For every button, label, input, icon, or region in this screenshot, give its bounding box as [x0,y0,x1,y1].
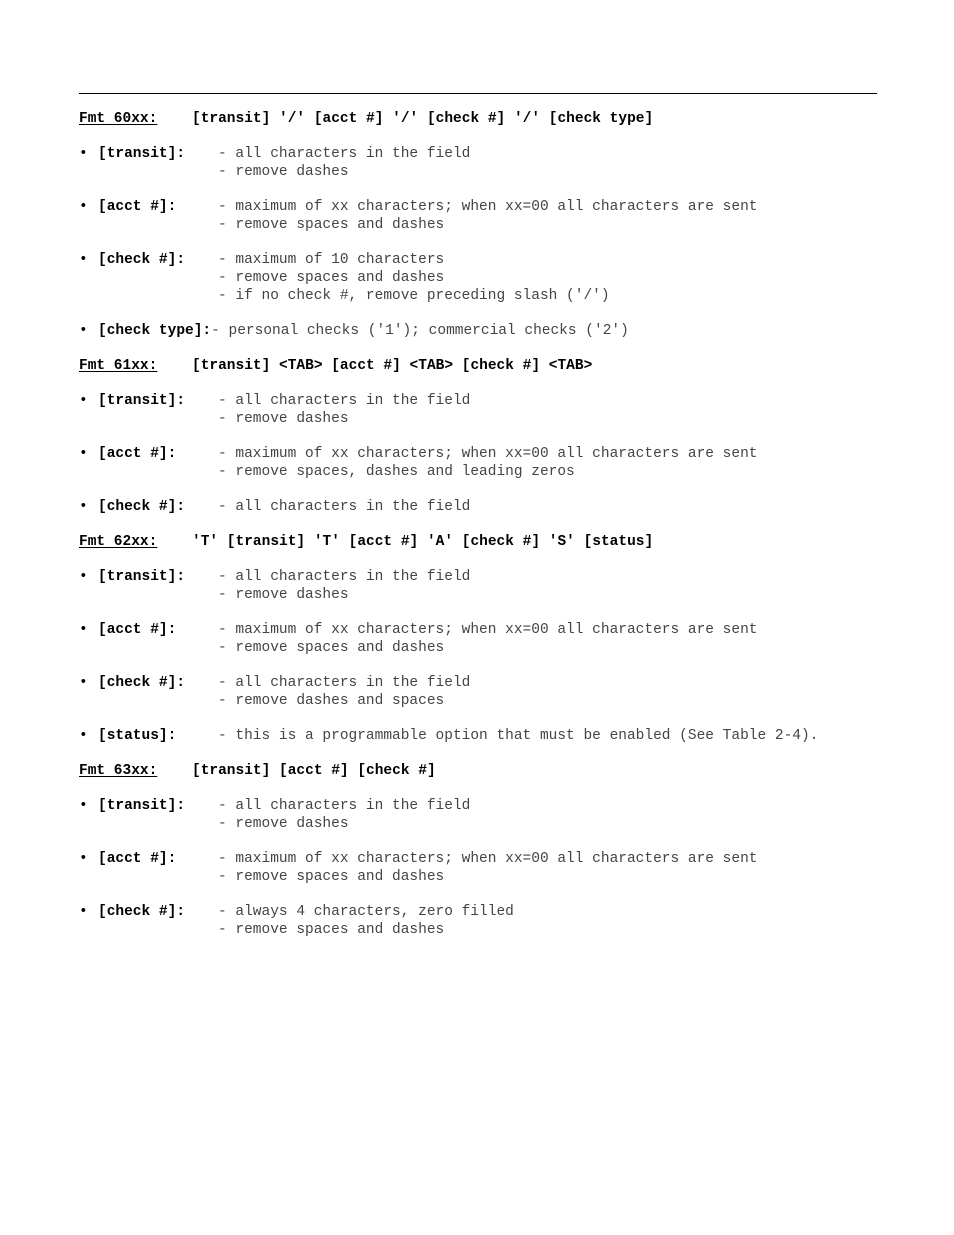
field-name: [acct #]: [98,622,177,638]
field-rule: - remove spaces, dashes and leading zeros [218,464,575,480]
bullet-icon: • [79,323,88,339]
field-line [79,727,877,745]
header-rule [79,93,877,94]
field-rule: - remove spaces and dashes [218,640,445,656]
format-label: Fmt 63xx: [79,763,158,779]
field-name: [check #]: [98,252,186,268]
bullet-icon: • [79,146,88,162]
field-rule: - remove spaces and dashes [218,922,445,938]
field-rule: - maximum of 10 characters [218,252,445,268]
field-name: [check #]: [98,675,186,691]
field-line [79,568,877,586]
format-heading [79,110,877,128]
field-name: [check #]: [98,499,186,515]
field-rule: - if no check #, remove preceding slash ('/') [218,288,610,304]
format-section [79,533,877,745]
field-rule: - all characters in the field [218,146,471,162]
field-name: [acct #]: [98,199,177,215]
field-rule: - remove dashes [218,587,349,603]
bullet-icon: • [79,252,88,268]
format-section [79,357,877,516]
bullet-icon: • [79,446,88,462]
field-line [79,198,877,216]
bullet-icon: • [79,851,88,867]
field-name: [check #]: [98,904,186,920]
bullet-icon: • [79,622,88,638]
field-rule: - maximum of xx characters; when xx=00 all characters are sent [218,199,758,215]
field-name: [transit]: [98,798,186,814]
bullet-icon: • [79,393,88,409]
field-rule: - maximum of xx characters; when xx=00 all characters are sent [218,622,758,638]
format-heading [79,357,877,375]
field-rule: - remove spaces and dashes [218,869,445,885]
field-line [79,797,877,815]
field-item [79,322,877,340]
format-syntax: [transit] '/' [acct #] '/' [check #] '/' [check type] [192,111,654,127]
field-rule: - remove dashes [218,164,349,180]
field-rule: - always 4 characters, zero filled [218,904,514,920]
field-line [79,251,877,269]
field-rule: - remove spaces and dashes [218,217,445,233]
field-item [79,621,877,657]
field-rule: - remove dashes [218,411,349,427]
field-item [79,145,877,181]
format-label: Fmt 60xx: [79,111,158,127]
format-section [79,762,877,939]
field-name: [status]: [98,728,177,744]
bullet-icon: • [79,675,88,691]
field-item [79,674,877,710]
field-line [79,322,877,340]
format-syntax: [transit] [acct #] [check #] [192,763,436,779]
field-rule: - remove spaces and dashes [218,270,445,286]
field-item [79,797,877,833]
field-item [79,727,877,745]
field-item [79,903,877,939]
field-name: [acct #]: [98,851,177,867]
field-name: [check type]: [98,323,212,339]
bullet-icon: • [79,569,88,585]
field-line [79,903,877,921]
field-item [79,251,877,305]
format-label: Fmt 61xx: [79,358,158,374]
field-line [79,674,877,692]
field-rule: - all characters in the field [218,798,471,814]
field-rule: - all characters in the field [218,569,471,585]
field-rule: - this is a programmable option that must be enabled (See Table 2-4). [218,728,819,744]
field-line [79,621,877,639]
format-heading [79,762,877,780]
field-line [79,445,877,463]
field-rule: - remove dashes [218,816,349,832]
format-spec-list [79,110,877,939]
field-line [79,392,877,410]
field-rule: - all characters in the field [218,675,471,691]
field-item [79,568,877,604]
field-rule: - personal checks ('1'); commercial checks ('2') [211,323,629,339]
field-line [79,498,877,516]
bullet-icon: • [79,499,88,515]
bullet-icon: • [79,798,88,814]
format-label: Fmt 62xx: [79,534,158,550]
field-name: [transit]: [98,569,186,585]
field-rule: - all characters in the field [218,499,471,515]
field-item [79,850,877,886]
field-rule: - maximum of xx characters; when xx=00 all characters are sent [218,851,758,867]
field-name: [transit]: [98,146,186,162]
field-item [79,198,877,234]
field-item [79,498,877,516]
field-rule: - remove dashes and spaces [218,693,445,709]
field-name: [acct #]: [98,446,177,462]
field-item [79,445,877,481]
field-name: [transit]: [98,393,186,409]
bullet-icon: • [79,904,88,920]
bullet-icon: • [79,199,88,215]
bullet-icon: • [79,728,88,744]
field-rule: - all characters in the field [218,393,471,409]
format-syntax: 'T' [transit] 'T' [acct #] 'A' [check #] 'S' [status] [192,534,654,550]
format-syntax: [transit] <TAB> [acct #] <TAB> [check #] <TAB> [192,358,593,374]
field-item [79,392,877,428]
field-line [79,850,877,868]
format-heading [79,533,877,551]
field-line [79,145,877,163]
field-rule: - maximum of xx characters; when xx=00 all characters are sent [218,446,758,462]
format-section [79,110,877,340]
